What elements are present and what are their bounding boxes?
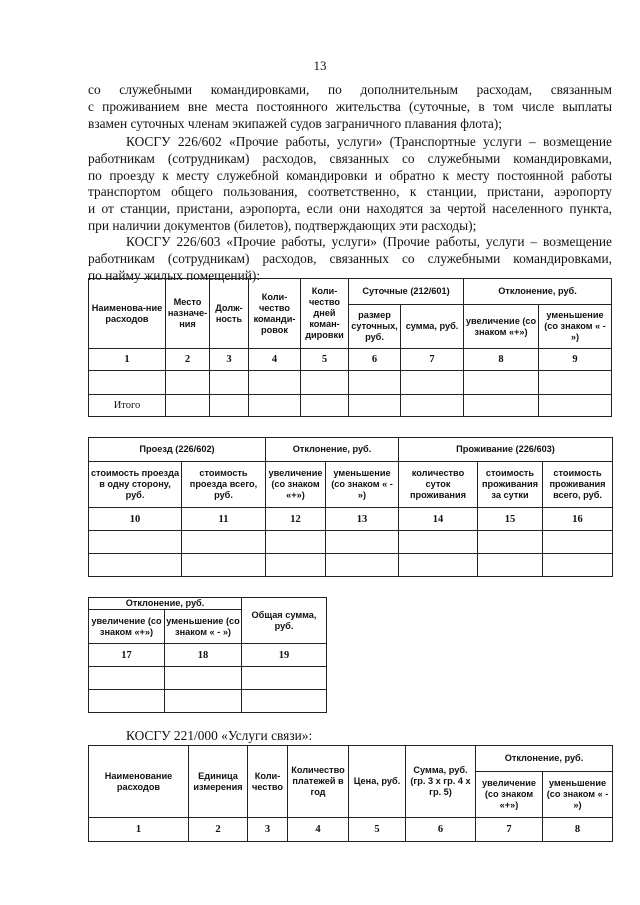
- header-cell: Наименова-ние расходов: [89, 279, 166, 349]
- header-cell: Проезд (226/602): [89, 438, 266, 462]
- column-number: 14: [399, 508, 478, 531]
- header-cell: стоимость проезда в одну сторону, руб.: [89, 462, 182, 508]
- empty-cell: [266, 531, 326, 554]
- table-row: [89, 690, 327, 713]
- column-number: 2: [189, 818, 248, 842]
- header-cell: уменьшение (со знаком « - »): [543, 772, 613, 818]
- header-cell: размер суточных, руб.: [349, 305, 401, 349]
- header-cell: увеличение (со знаком «+»): [476, 772, 543, 818]
- column-number: 11: [182, 508, 266, 531]
- column-number: 15: [478, 508, 543, 531]
- table-travel-living: [88, 437, 613, 577]
- header-cell: количество суток проживания: [399, 462, 478, 508]
- page-number: 13: [313, 58, 327, 73]
- empty-cell: [543, 531, 613, 554]
- empty-cell: [401, 371, 464, 395]
- empty-cell: [349, 371, 401, 395]
- empty-cell: [89, 371, 166, 395]
- header-cell: сумма, руб.: [401, 305, 464, 349]
- empty-cell: [401, 395, 464, 417]
- empty-cell: [266, 554, 326, 577]
- empty-cell: [478, 531, 543, 554]
- column-number: 5: [349, 818, 406, 842]
- column-number: 10: [89, 508, 182, 531]
- column-number: 12: [266, 508, 326, 531]
- column-number: 4: [288, 818, 349, 842]
- header-cell: уменьшение (со знаком « - »): [539, 305, 612, 349]
- text-line: транспортом общего пользования, соответственно, к станции, пристани, аэропорту: [88, 184, 612, 200]
- table-row: [89, 508, 613, 531]
- column-number: 8: [543, 818, 613, 842]
- header-cell: стоимость проживания всего, руб.: [543, 462, 613, 508]
- text-line: со служебными командировками, по дополнительным расходам, связанным: [88, 82, 612, 97]
- column-number: 6: [349, 349, 401, 371]
- empty-cell: [399, 531, 478, 554]
- text-line: с проживанием вне места постоянного жительства (суточные, в том числе выплаты: [88, 98, 612, 114]
- empty-cell: [89, 690, 165, 713]
- empty-cell: [399, 554, 478, 577]
- column-number: 13: [326, 508, 399, 531]
- text-line: при наличии документов (билетов), подтверждающих эти расходы);: [88, 217, 477, 233]
- header-cell: уменьшение (со знаком « - »): [326, 462, 399, 508]
- header-cell: увеличение (со знаком «+»): [464, 305, 539, 349]
- empty-cell: [301, 371, 349, 395]
- table-row: [89, 531, 613, 554]
- header-cell: Отклонение, руб.: [464, 279, 612, 305]
- table-row: [89, 349, 612, 371]
- empty-cell: [539, 395, 612, 417]
- paragraph-1: [88, 82, 612, 132]
- paragraph-2: [88, 134, 612, 235]
- table-deviation-total: [88, 597, 327, 713]
- column-number: 1: [89, 818, 189, 842]
- empty-cell: [166, 371, 210, 395]
- text-line: работникам (сотрудникам) расходов, связанных со служебными командировками,: [88, 150, 612, 166]
- table-row: [89, 818, 613, 842]
- column-number: 2: [166, 349, 210, 371]
- empty-cell: [242, 690, 327, 713]
- column-number: 3: [210, 349, 249, 371]
- header-cell: стоимость проживания за сутки: [478, 462, 543, 508]
- text-line: взамен суточных членам экипажей судов заграничного плавания флота);: [88, 115, 502, 131]
- header-cell: Долж-ность: [210, 279, 249, 349]
- paragraph-3: [88, 234, 612, 284]
- header-cell: увеличение (со знаком «+»): [266, 462, 326, 508]
- header-cell: Проживание (226/603): [399, 438, 613, 462]
- section-title-kosgu221: КОСГУ 221/000 «Услуги связи»:: [126, 728, 313, 743]
- text-line: КОСГУ 226/603 «Прочие работы, услуги» (Прочие работы, услуги – возмещение: [126, 234, 612, 249]
- table-row: [89, 667, 327, 690]
- total-label: Итого: [89, 395, 166, 417]
- column-number: 9: [539, 349, 612, 371]
- header-cell: увеличение (со знаком «+»): [89, 610, 165, 644]
- header-cell: Отклонение, руб.: [476, 746, 613, 772]
- empty-cell: [165, 690, 242, 713]
- header-cell: Сумма, руб. (гр. 3 х гр. 4 х гр. 5): [406, 746, 476, 818]
- column-number: 4: [249, 349, 301, 371]
- header-cell: уменьшение (со знаком « - »): [165, 610, 242, 644]
- header-cell: Коли-чество дней коман-дировки: [301, 279, 349, 349]
- empty-cell: [349, 395, 401, 417]
- header-cell: Цена, руб.: [349, 746, 406, 818]
- empty-cell: [301, 395, 349, 417]
- column-number: 18: [165, 644, 242, 667]
- table-row: [89, 644, 327, 667]
- empty-cell: [478, 554, 543, 577]
- header-cell: Единица измерения: [189, 746, 248, 818]
- empty-cell: [249, 371, 301, 395]
- empty-cell: [165, 667, 242, 690]
- column-number: 3: [248, 818, 288, 842]
- empty-cell: [464, 395, 539, 417]
- column-number: 1: [89, 349, 166, 371]
- text-line: КОСГУ 226/602 «Прочие работы, услуги» (Транспортные услуги – возмещение: [126, 134, 612, 149]
- column-number: 16: [543, 508, 613, 531]
- empty-cell: [182, 531, 266, 554]
- empty-cell: [89, 531, 182, 554]
- empty-cell: [210, 395, 249, 417]
- table-row: [89, 371, 612, 395]
- header-cell: Коли-чество: [248, 746, 288, 818]
- empty-cell: [539, 371, 612, 395]
- column-number: 7: [476, 818, 543, 842]
- header-cell: Отклонение, руб.: [266, 438, 399, 462]
- header-cell: стоимость проезда всего, руб.: [182, 462, 266, 508]
- header-cell: Наименование расходов: [89, 746, 189, 818]
- column-number: 5: [301, 349, 349, 371]
- empty-cell: [326, 531, 399, 554]
- empty-cell: [210, 371, 249, 395]
- empty-cell: [182, 554, 266, 577]
- header-cell: Отклонение, руб.: [89, 598, 242, 610]
- empty-cell: [543, 554, 613, 577]
- empty-cell: [89, 554, 182, 577]
- text-line: работникам (сотрудникам) расходов, связанных со служебными командировками,: [88, 250, 612, 266]
- text-line: и от станции, пристани, аэропорта, если они находятся за чертой населенного пункта,: [88, 201, 612, 217]
- column-number: 17: [89, 644, 165, 667]
- empty-cell: [464, 371, 539, 395]
- table-row-total: [89, 395, 612, 417]
- text-line: по проезду к месту служебной командировки и обратно к месту постоянной работы: [88, 167, 612, 183]
- empty-cell: [249, 395, 301, 417]
- column-number: 6: [406, 818, 476, 842]
- text-line: по найму жилых помещений):: [88, 267, 261, 283]
- empty-cell: [326, 554, 399, 577]
- header-cell: Место назначе-ния: [166, 279, 210, 349]
- empty-cell: [242, 667, 327, 690]
- column-number: 8: [464, 349, 539, 371]
- table-daily-expenses: [88, 278, 612, 417]
- header-cell: Количество платежей в год: [288, 746, 349, 818]
- empty-cell: [89, 667, 165, 690]
- table-communication: [88, 745, 613, 842]
- column-number: 7: [401, 349, 464, 371]
- header-cell: Суточные (212/601): [349, 279, 464, 305]
- empty-cell: [166, 395, 210, 417]
- column-number: 19: [242, 644, 327, 667]
- header-cell: Коли-чество команди-ровок: [249, 279, 301, 349]
- header-cell: Общая сумма, руб.: [242, 598, 327, 644]
- table-row: [89, 554, 613, 577]
